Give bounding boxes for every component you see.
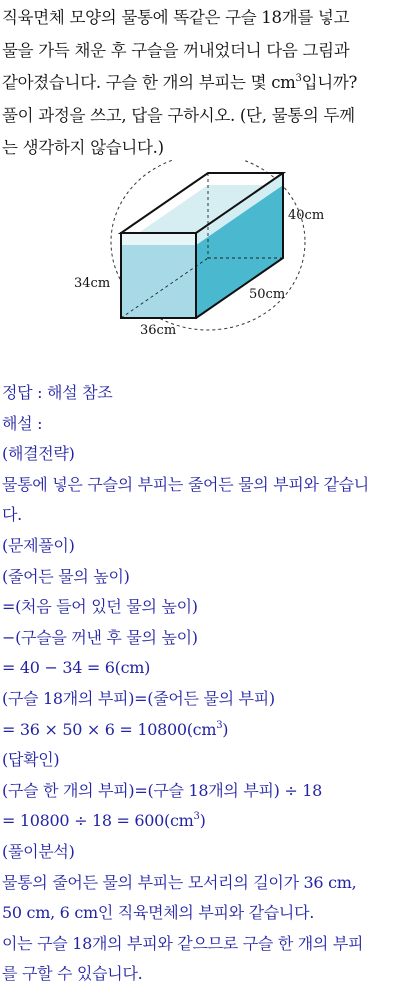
check-line-2-text: = 10800 ÷ 18 = 600(cm [2,811,194,831]
solution-text [2,378,398,990]
solve-line-5: (구슬 18개의 부피)=(줄어든 물의 부피) [2,688,275,708]
label-width: 36cm [140,323,177,338]
answer-line: 정답 : 해설 참조 [2,383,113,402]
analysis-line-1: 물통의 줄어든 물의 부피는 모서리의 길이가 36 cm, [2,872,357,892]
strategy-line-2: 다. [2,505,22,525]
water-tank-figure [0,160,400,350]
question-line-3 [2,67,398,100]
solve-line-3: −(구슬을 꺼낸 후 물의 높이) [2,627,198,647]
check-line-2 [2,806,398,837]
solve-line-6 [2,715,398,746]
solve-line-4: = 40 − 34 = 6(cm) [2,658,151,678]
solve-line-2: =(처음 들어 있던 물의 높이) [2,597,198,617]
question-line-2: 물을 가득 채운 후 구슬을 꺼내었더니 다음 그림과 [2,40,350,60]
analysis-line-4: 를 구할 수 있습니다. [2,964,143,984]
strategy-line-1: 물통에 넣은 구슬의 부피는 줄어든 물의 부피와 같습니 [2,474,369,494]
solve-heading: (문제풀이) [2,535,75,555]
explain-heading: 해설 : [2,413,43,433]
label-height: 40cm [288,208,325,223]
solve-line-6-text: = 36 × 50 × 6 = 10800(cm [2,719,217,739]
solve-line-1: (줄어든 물의 높이) [2,566,130,586]
check-heading: (답확인) [2,750,60,770]
question-line-1: 직육면체 모양의 물통에 똑같은 구슬 18개를 넣고 [2,8,350,27]
solve-line-6-tail: ) [222,719,229,739]
question-line-3-tail: 입니까? [301,73,358,92]
label-depth: 50cm [249,287,286,302]
solve-cube-exponent: 3 [216,719,223,731]
analysis-line-3: 이는 구슬 18개의 부피와 같으므로 구슬 한 개의 부피 [2,933,364,953]
question-line-4: 풀이 과정을 쓰고, 답을 구하시오. (단, 물통의 두께 [2,105,355,125]
question-line-3-text: 같아졌습니다. 구슬 한 개의 부피는 몇 cm [2,73,296,92]
question-text [2,2,398,165]
empty-front-upper [121,233,196,245]
cube-exponent: 3 [295,73,302,84]
question-line-5: 는 생각하지 않습니다.) [2,138,164,157]
check-cube-exponent: 3 [193,811,200,823]
analysis-line-2: 50 cm, 6 cm인 직육면체의 부피와 같습니다. [2,903,315,923]
label-water-height: 34cm [74,276,111,291]
check-line-1: (구슬 한 개의 부피)=(구슬 18개의 부피) ÷ 18 [2,780,323,800]
strategy-heading: (해결전략) [2,444,75,464]
water-front-face [121,245,196,318]
analysis-heading: (풀이분석) [2,841,75,861]
check-line-2-tail: ) [199,811,206,831]
